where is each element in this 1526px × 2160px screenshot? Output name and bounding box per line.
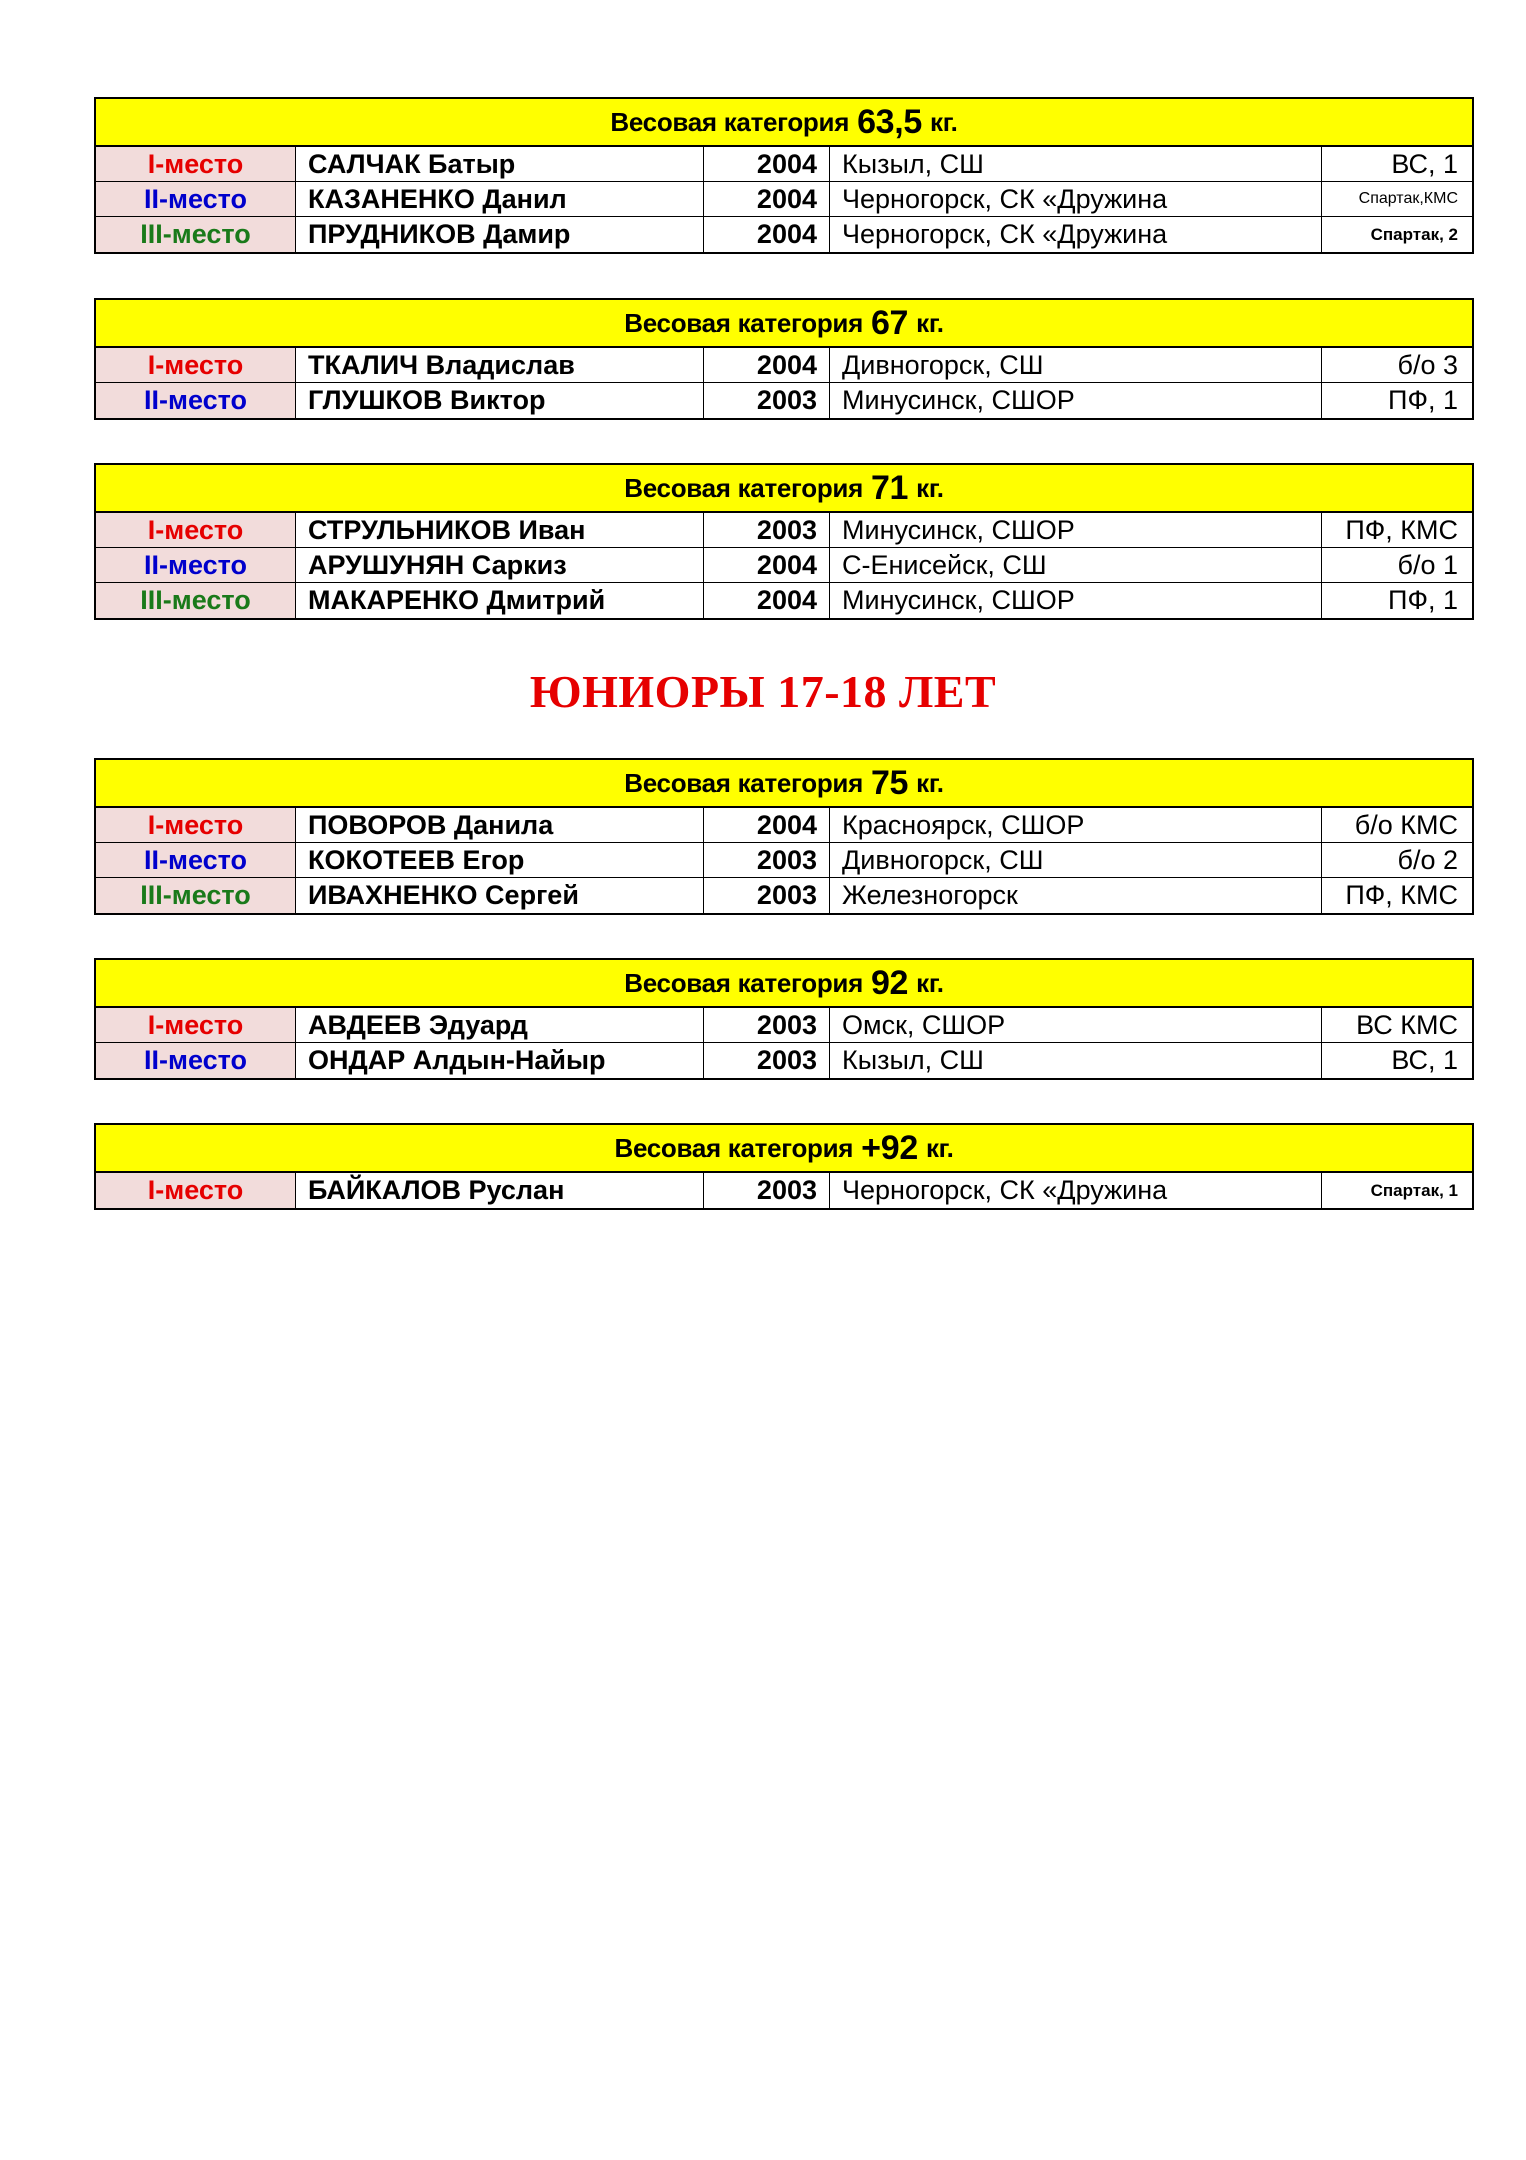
category-weight: 75 [870, 763, 909, 802]
birth-year: 2004 [704, 583, 830, 618]
athlete-name: ОНДАР Алдын-Найыр [296, 1043, 704, 1078]
team-city: Минусинск, СШОР [830, 383, 1322, 418]
rank-cell: б/о КМС [1354, 809, 1458, 840]
category-label: Весовая категория [624, 472, 863, 503]
birth-year: 2004 [704, 182, 830, 216]
athlete-name: КАЗАНЕНКО Данил [296, 182, 704, 216]
birth-year: 2003 [704, 383, 830, 418]
result-row [96, 808, 1472, 843]
rank-cell: б/о 1 [1397, 549, 1458, 580]
athlete-name: ПОВОРОВ Данила [296, 808, 704, 842]
category-unit: кг. [916, 767, 944, 798]
team-city: Черногорск, СК «Дружина [830, 1173, 1322, 1208]
result-row [96, 383, 1472, 418]
rank-cell: ПФ, 1 [1388, 385, 1458, 415]
category-unit: кг. [916, 472, 944, 503]
weight-category-table [94, 298, 1474, 420]
rank-cell: ПФ, КМС [1345, 514, 1458, 545]
category-header [96, 760, 1472, 808]
category-header [96, 99, 1472, 147]
category-unit: кг. [930, 106, 958, 137]
team-city: Омск, СШОР [830, 1008, 1322, 1042]
rank-cell: ВС, 1 [1391, 148, 1458, 179]
category-header [96, 960, 1472, 1008]
result-row [96, 182, 1472, 217]
athlete-name: ИВАХНЕНКО Сергей [296, 878, 704, 913]
athlete-name: ГЛУШКОВ Виктор [296, 383, 704, 418]
team-city: Минусинск, СШОР [830, 513, 1322, 547]
rank-cell: ПФ, 1 [1388, 585, 1458, 615]
birth-year: 2004 [704, 348, 830, 382]
athlete-name: ПРУДНИКОВ Дамир [296, 217, 704, 252]
birth-year: 2003 [704, 513, 830, 547]
rank-cell: Спартак, 1 [1370, 1180, 1458, 1200]
athlete-name: СТРУЛЬНИКОВ Иван [296, 513, 704, 547]
athlete-name: КОКОТЕЕВ Егор [296, 843, 704, 877]
weight-category-table [94, 1123, 1474, 1210]
weight-category-table [94, 97, 1474, 254]
result-row [96, 1173, 1472, 1208]
place-cell: I-место [96, 147, 296, 181]
result-row [96, 513, 1472, 548]
rank-cell: Спартак, 2 [1370, 224, 1458, 244]
weight-category-table [94, 958, 1474, 1080]
result-row [96, 217, 1472, 252]
result-row [96, 548, 1472, 583]
category-label: Весовая категория [610, 106, 850, 137]
place-cell: I-место [96, 348, 296, 382]
athlete-name: АРУШУНЯН Саркиз [296, 548, 704, 582]
birth-year: 2004 [704, 217, 830, 252]
place-cell: I-место [96, 1008, 296, 1042]
category-unit: кг. [925, 1132, 954, 1163]
rank-cell: б/о 2 [1397, 844, 1458, 875]
place-cell: III-место [96, 878, 296, 913]
category-unit: кг. [916, 307, 944, 338]
place-cell: I-место [96, 513, 296, 547]
birth-year: 2003 [704, 1173, 830, 1208]
birth-year: 2004 [704, 548, 830, 582]
result-row [96, 583, 1472, 618]
athlete-name: САЛЧАК Батыр [296, 147, 704, 181]
rank-cell: ВС, 1 [1391, 1045, 1458, 1075]
category-weight: 67 [870, 303, 909, 342]
category-unit: кг. [916, 967, 944, 998]
place-cell: II-место [96, 383, 296, 418]
category-label: Весовая категория [624, 767, 863, 798]
birth-year: 2003 [704, 1008, 830, 1042]
athlete-name: МАКАРЕНКО Дмитрий [296, 583, 704, 618]
place-cell: III-место [96, 583, 296, 618]
birth-year: 2003 [704, 843, 830, 877]
result-row [96, 348, 1472, 383]
category-label: Весовая категория [624, 307, 863, 338]
birth-year: 2003 [704, 1043, 830, 1078]
place-cell: II-место [96, 1043, 296, 1078]
place-cell: II-место [96, 843, 296, 877]
birth-year: 2003 [704, 878, 830, 913]
rank-cell: б/о 3 [1397, 349, 1458, 380]
team-city: Черногорск, СК «Дружина [830, 217, 1322, 252]
place-cell: I-место [96, 1173, 296, 1208]
team-city: С-Енисейск, СШ [830, 548, 1322, 582]
weight-category-table [94, 758, 1474, 915]
category-weight: 92 [870, 963, 909, 1002]
rank-cell: ВС КМС [1356, 1009, 1458, 1040]
team-city: Минусинск, СШОР [830, 583, 1322, 618]
team-city: Кызыл, СШ [830, 1043, 1322, 1078]
category-weight: 63,5 [857, 102, 923, 141]
result-row [96, 878, 1472, 913]
place-cell: III-место [96, 217, 296, 252]
athlete-name: ТКАЛИЧ Владислав [296, 348, 704, 382]
result-row [96, 843, 1472, 878]
birth-year: 2004 [704, 147, 830, 181]
team-city: Дивногорск, СШ [830, 348, 1322, 382]
category-header [96, 465, 1472, 513]
team-city: Черногорск, СК «Дружина [830, 182, 1322, 216]
rank-cell: ПФ, КМС [1345, 880, 1458, 910]
category-weight: +92 [861, 1128, 918, 1167]
team-city: Красноярск, СШОР [830, 808, 1322, 842]
category-label: Весовая категория [624, 967, 863, 998]
category-header [96, 300, 1472, 348]
place-cell: II-место [96, 548, 296, 582]
team-city: Железногорск [830, 878, 1322, 913]
athlete-name: АВДЕЕВ Эдуард [296, 1008, 704, 1042]
place-cell: II-место [96, 182, 296, 216]
section-title: ЮНИОРЫ 17-18 ЛЕТ [529, 666, 997, 717]
result-row [96, 1008, 1472, 1043]
place-cell: I-место [96, 808, 296, 842]
result-row [96, 147, 1472, 182]
birth-year: 2004 [704, 808, 830, 842]
team-city: Дивногорск, СШ [830, 843, 1322, 877]
team-city: Кызыл, СШ [830, 147, 1322, 181]
category-label: Весовая категория [614, 1132, 854, 1163]
category-header [96, 1125, 1472, 1173]
category-weight: 71 [870, 468, 909, 507]
result-row [96, 1043, 1472, 1078]
rank-cell: Спартак,КМС [1358, 190, 1458, 207]
weight-category-table [94, 463, 1474, 620]
athlete-name: БАЙКАЛОВ Руслан [296, 1173, 704, 1208]
